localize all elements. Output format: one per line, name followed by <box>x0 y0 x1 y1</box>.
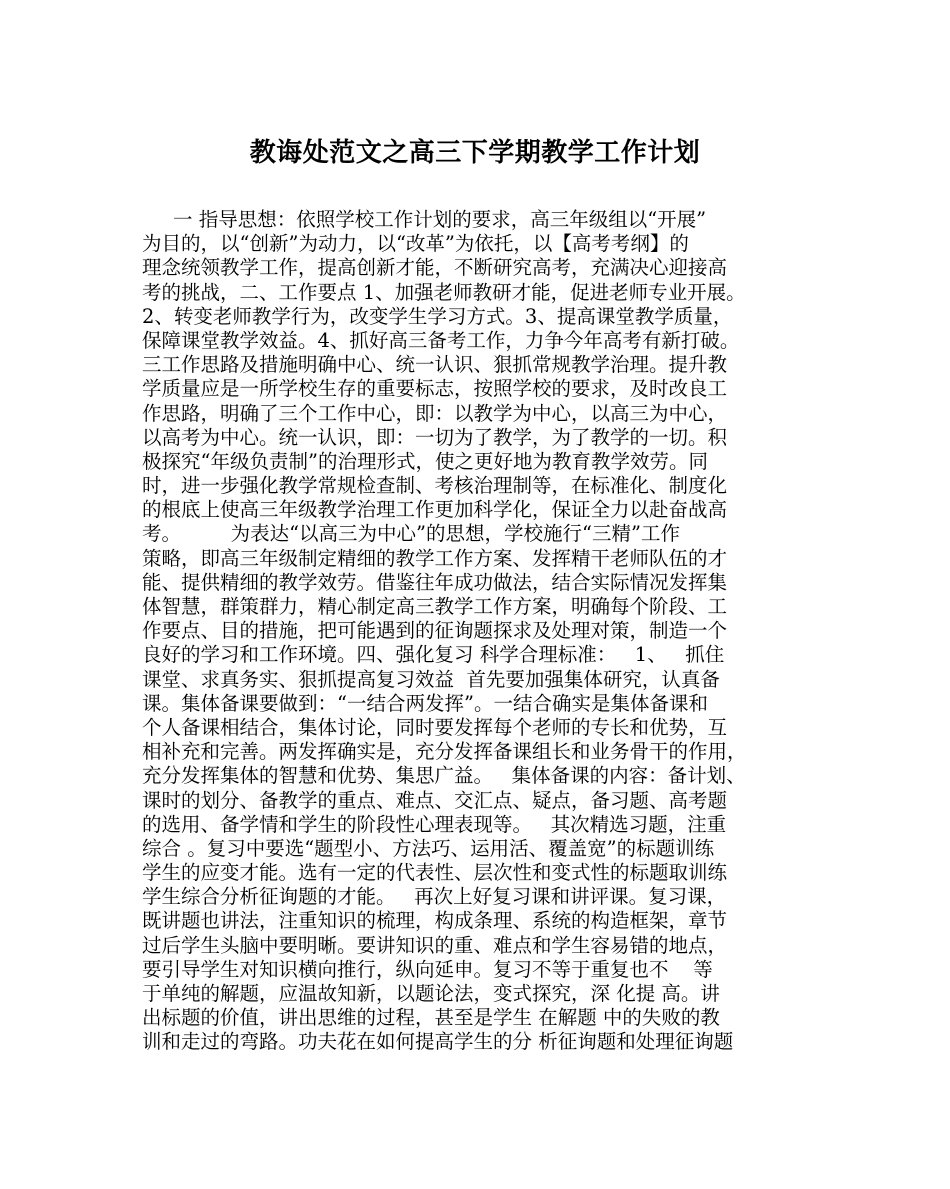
body-text-line: 以高考为中心。统一认识，即：一切为了教学，为了教学的一切。积 <box>142 425 728 449</box>
body-text-line: 极探究“年级负责制”的治理形式，使之更好地为教育教学效劳。同 <box>142 449 708 473</box>
body-text-line: 能、提供精细的教学效劳。借鉴往年成功做法，结合实际情况发挥集 <box>142 570 728 594</box>
body-text-line: 于单纯的解题，应温故知新，以题论法，变式探究，深 化提 高。讲 <box>142 982 720 1005</box>
body-text-line: 个人备课相结合，集体讨论，同时要发挥每个老师的专长和优势，互 <box>142 715 728 739</box>
body-text-line: 作思路，明确了三个工作中心，即：以教学为中心，以高三为中心， <box>142 401 728 425</box>
body-text-line: 综合 。复习中要选“题型小、方法巧、运用活、覆盖宽”的标题训练 <box>142 836 715 860</box>
body-text-line: 学质量应是一所学校生存的重要标志，按照学校的要求，及时改良工 <box>142 377 728 401</box>
body-text-line: 一 指导思想：依照学校工作计划的要求，高三年级组以“开展” <box>142 208 707 231</box>
body-text-line: 作要点、目的措施，把可能遇到的征询题探求及处理对策，制造一个 <box>142 619 728 643</box>
document-title: 教诲处范文之高三下学期教学工作计划 <box>249 138 701 168</box>
body-text-line: 相补充和完善。两发挥确实是，充分发挥备课组长和业务骨干的作用， <box>142 740 747 764</box>
body-text-line: 策略，即高三年级制定精细的教学工作方案、发挥精干老师队伍的才 <box>142 546 728 570</box>
body-text-line: 出标题的价值，讲出思维的过程，甚至是学生 在解题 中的失败的教 <box>142 1006 720 1030</box>
body-text-line: 的选用、备学情和学生的阶段性心理表现等。 其次精选习题，注重 <box>142 812 727 836</box>
body-text-line: 训和走过的弯路。功夫花在如何提高学生的分 析征询题和处理征询题 <box>142 1030 734 1054</box>
body-text-line: 充分发挥集体的智慧和优势、集思广益。 集体备课的内容：备计划、 <box>142 764 746 788</box>
body-text-line: 三工作思路及措施明确中心、统一认识、狠抓常规教学治理。提升教 <box>142 353 728 377</box>
body-text-line: 良好的学习和工作环境。四、强化复习 科学合理标准： 1、 抓住 <box>142 643 725 667</box>
body-text-line: 考的挑战，二、工作要点 1、加强老师教研才能，促进老师专业开展。 <box>142 280 746 304</box>
body-text-line: 学生的应变才能。选有一定的代表性、层次性和变式性的标题取训练 <box>142 861 728 885</box>
body-text-line: 课时的划分、备教学的重点、难点、交汇点、疑点，备习题、高考题 <box>142 788 728 812</box>
body-text-line: 课。集体备课要做到：“一结合两发挥”。一结合确实是集体备课和 <box>142 691 708 715</box>
document-body <box>142 208 822 1055</box>
body-text-line: 课堂、求真务实、狠抓提高复习效益 首先要加强集体研究，认真备 <box>142 667 720 691</box>
body-text-line: 的根底上使高三年级教学治理工作更加科学化，保证全力以赴奋战高 <box>142 498 728 522</box>
body-text-line: 学生综合分析征询题的才能。 再次上好复习课和讲评课。复习课， <box>142 885 727 909</box>
body-text-line: 要引导学生对知识横向推行，纵向延申。复习不等于重复也不 等 <box>142 957 713 981</box>
body-text-line: 体智慧，群策群力，精心制定高三教学工作方案，明确每个阶段、工 <box>142 595 728 618</box>
body-text-line: 2、转变老师教学行为，改变学生学习方式。3、提高课堂教学质量， <box>142 304 733 328</box>
body-text-line: 保障课堂教学效益。4、抓好高三备考工作，力争今年高考有新打破。 <box>142 328 740 352</box>
body-text-line: 理念统领教学工作，提高创新才能，不断研究高考，充满决心迎接高 <box>142 256 728 280</box>
body-text-line: 为目的，以“创新”为动力，以“改革”为依托，以【高考考纲】的 <box>142 232 689 256</box>
body-text-line: 考。 为表达“以高三为中心”的思想，学校施行“三精”工作 <box>142 522 680 546</box>
body-text-line: 时，进一步强化教学常规检查制、考核治理制等，在标准化、制度化 <box>142 474 728 498</box>
body-text-line: 既讲题也讲法，注重知识的梳理，构成条理、系统的构造框架，章节 <box>142 909 728 933</box>
body-text-line: 过后学生头脑中要明晰。要讲知识的重、难点和学生容易错的地点， <box>142 933 728 957</box>
